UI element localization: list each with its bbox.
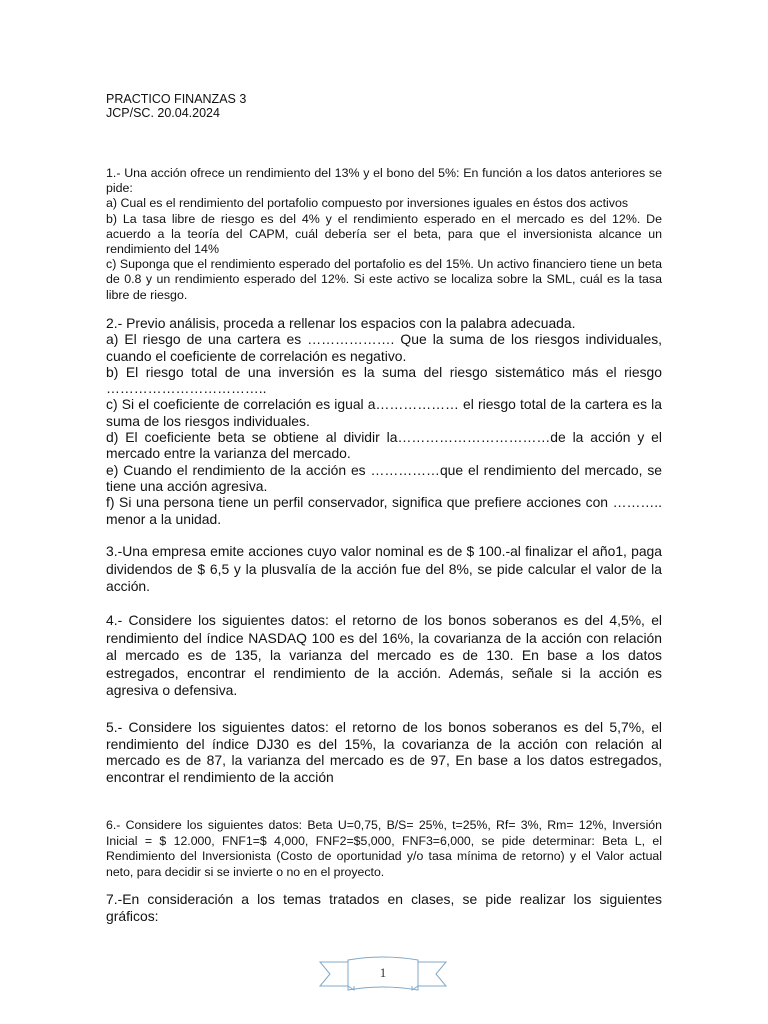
question-6 bbox=[106, 818, 662, 880]
question-7 bbox=[106, 891, 662, 924]
question-7-text: 7.-En consideración a los temas tratados en clases, se pide realizar los siguientes gráficos: bbox=[106, 891, 662, 924]
question-2-item-f: f) Si una persona tiene un perfil conservador, significa que prefiere acciones con ……….. menor a la unidad. bbox=[106, 494, 662, 527]
page-number-ribbon bbox=[318, 956, 448, 996]
question-1 bbox=[106, 166, 662, 303]
document-header bbox=[106, 92, 662, 120]
question-5-text: 5.- Considere los siguientes datos: el retorno de los bonos soberanos es del 5,7%, el rendimiento del índice DJ30 es del 15%, la covarianza de la acción con relación al mercado es de 87, la varianza del mercado es de 97, En base a los datos estregados, encontrar el rendimiento de la acción bbox=[106, 719, 662, 785]
question-1-item-c: c) Suponga que el rendimiento esperado del portafolio es del 15%. Un activo financiero tiene un beta de 0.8 y un rendimiento esperado del 12%. Si este activo se localiza sobre la SML, cuál es la tasa libre de riesgo. bbox=[106, 257, 662, 302]
document-subtitle: JCP/SC. 20.04.2024 bbox=[106, 106, 220, 120]
question-2-item-d: d) El coeficiente beta se obtiene al dividir la……………………………de la acción y el mercado entre la varianza del mercado. bbox=[106, 429, 662, 462]
question-2 bbox=[106, 315, 662, 527]
question-4 bbox=[106, 612, 662, 700]
question-1-intro: 1.- Una acción ofrece un rendimiento del 13% y el bono del 5%: En función a los datos anteriores se pide: bbox=[106, 166, 662, 196]
question-2-item-c: c) Si el coeficiente de correlación es igual a……………… el riesgo total de la cartera es la suma de los riesgos individuales. bbox=[106, 396, 662, 429]
question-2-item-a: a) El riesgo de una cartera es ………………. Que la suma de los riesgos individuales, cuando el coeficiente de correlación es negativo. bbox=[106, 331, 662, 364]
question-2-item-e: e) Cuando el rendimiento de la acción es ……………que el rendimiento del mercado, se tiene una acción agresiva. bbox=[106, 461, 662, 494]
question-4-text: 4.- Considere los siguientes datos: el retorno de los bonos soberanos es del 4,5%, el rendimiento del índice NASDAQ 100 es del 16%, la covarianza de la acción con relación al mercado es de 135, la varianza del mercado es de 130. En base a los datos estregados, encontrar el rendimiento de la acción. Además, señale si la acción es agresiva o defensiva. bbox=[106, 612, 662, 699]
question-2-intro: 2.- Previo análisis, proceda a rellenar los espacios con la palabra adecuada. bbox=[106, 315, 576, 331]
question-6-text: 6.- Considere los siguientes datos: Beta U=0,75, B/S= 25%, t=25%, Rf= 3%, Rm= 12%, Inversión Inicial = $ 12.000, FNF1=$ 4,000, FNF2=$5,000, FNF3=6,000, se pide determinar: Beta L, el Rendimiento del Inversionista (Costo de oportunidad y/o tasa mínima de retorno) y el Valor actual neto, para decidir si se invierte o no en el proyecto. bbox=[106, 818, 662, 879]
question-1-item-b: b) La tasa libre de riesgo es del 4% y el rendimiento esperado en el mercado es del 12%. De acuerdo a la teoría del CAPM, cuál debería ser el beta, para que el inversionista alcance un rendimiento del 14% bbox=[106, 211, 662, 257]
question-1-item-a: a) Cual es el rendimiento del portafolio compuesto por inversiones iguales en éstos dos activos bbox=[106, 196, 629, 211]
page-number: 1 bbox=[379, 965, 387, 980]
question-3-text: 3.-Una empresa emite acciones cuyo valor nominal es de $ 100.-al finalizar el año1, paga dividendos de $ 6,5 y la plusvalía de la acción fue del 8%, se pide calcular el valor de la acción. bbox=[106, 543, 662, 594]
question-2-item-b: b) El riesgo total de una inversión es la suma del riesgo sistemático más el riesgo …………………………….. bbox=[106, 363, 662, 397]
question-5 bbox=[106, 719, 662, 785]
document-title: PRACTICO FINANZAS 3 bbox=[106, 92, 247, 106]
question-3 bbox=[106, 543, 662, 596]
